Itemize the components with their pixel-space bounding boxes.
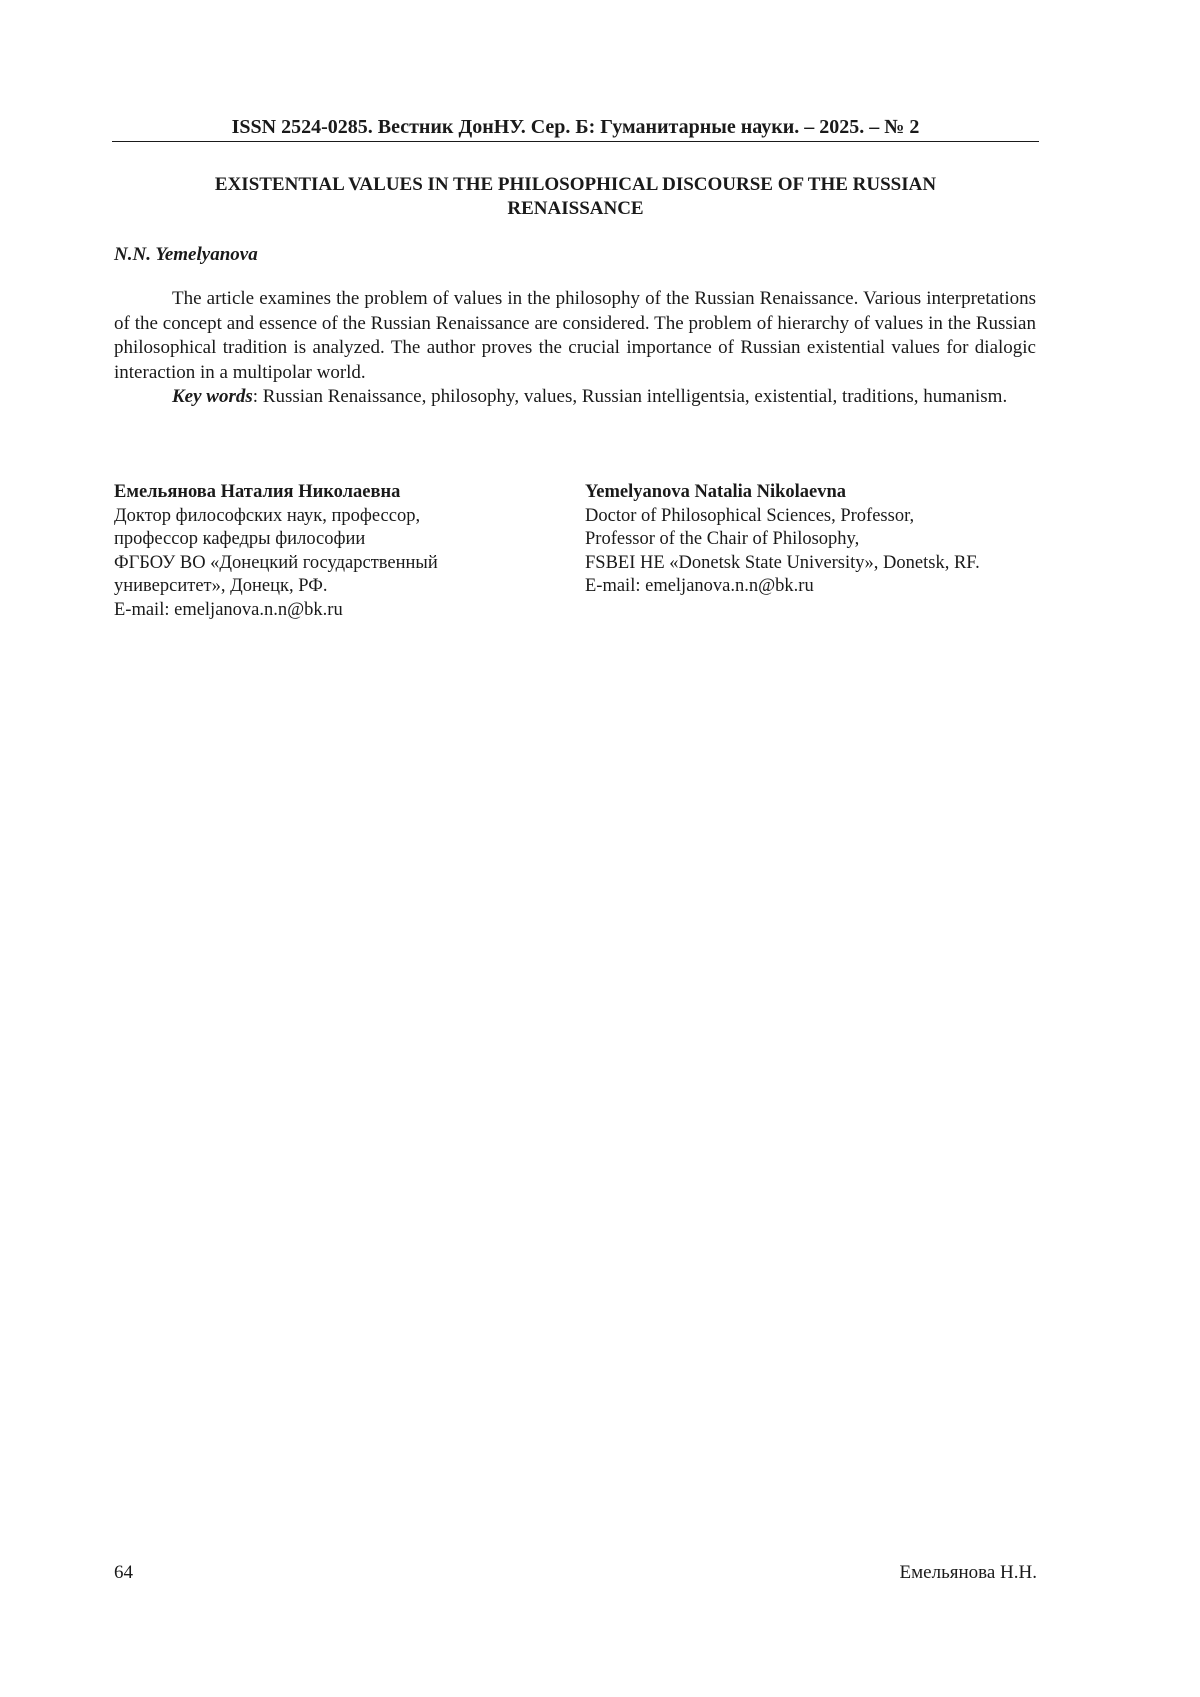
- footer-author: Емельянова Н.Н.: [899, 1562, 1037, 1583]
- article-title: [112, 173, 1039, 221]
- article-title-line: RENAISSANCE: [507, 198, 644, 219]
- author-info-english: [585, 481, 1045, 599]
- keywords-text: : Russian Renaissance, philosophy, values, Russian intelligentsia, existential, traditions, humanism.: [252, 386, 1008, 407]
- author-info-line: Professor of the Chair of Philosophy,: [585, 529, 860, 549]
- abstract-text: The article examines the problem of values in the philosophy of the Russian Renaissance. Various interpretations of the concept and essence of the Russian Renaissance are considered. The problem of hierarchy of values in the Russian philosophical tradition is analyzed. The author proves the crucial importance of Russian existential values for dialogic interaction in a multipolar world.: [114, 288, 1036, 383]
- keywords-label: Key words: [172, 386, 253, 407]
- author-email-ru: E-mail: emeljanova.n.n@bk.ru: [114, 599, 343, 620]
- author-info-line: FSBEI HE «Donetsk State University», Donetsk, RF.: [585, 552, 980, 573]
- running-header: ISSN 2524-0285. Вестник ДонНУ. Сер. Б: Гуманитарные науки. – 2025. – № 2: [231, 116, 920, 138]
- author-info-line: Doctor of Philosophical Sciences, Professor,: [585, 505, 915, 526]
- article-author: N.N. Yemelyanova: [114, 244, 258, 265]
- author-info-line: профессор кафедры философии: [114, 529, 366, 549]
- author-name-ru: Емельянова Наталия Николаевна: [114, 482, 401, 502]
- author-name-en: Yemelyanova Natalia Nikolaevna: [585, 482, 847, 502]
- author-email-en: E-mail: emeljanova.n.n@bk.ru: [585, 576, 814, 596]
- article-title-line: EXISTENTIAL VALUES IN THE PHILOSOPHICAL DISCOURSE OF THE RUSSIAN: [214, 174, 937, 195]
- author-info-line: ФГБОУ ВО «Донецкий государственный: [114, 552, 438, 573]
- author-info-line: университет», Донецк, РФ.: [114, 576, 328, 596]
- abstract: [114, 287, 1036, 410]
- author-info-russian: [114, 481, 514, 622]
- page-number: 64: [114, 1562, 133, 1583]
- header-divider: [112, 141, 1039, 142]
- author-info-line: Доктор философских наук, профессор,: [114, 505, 421, 526]
- keywords: [114, 385, 1036, 410]
